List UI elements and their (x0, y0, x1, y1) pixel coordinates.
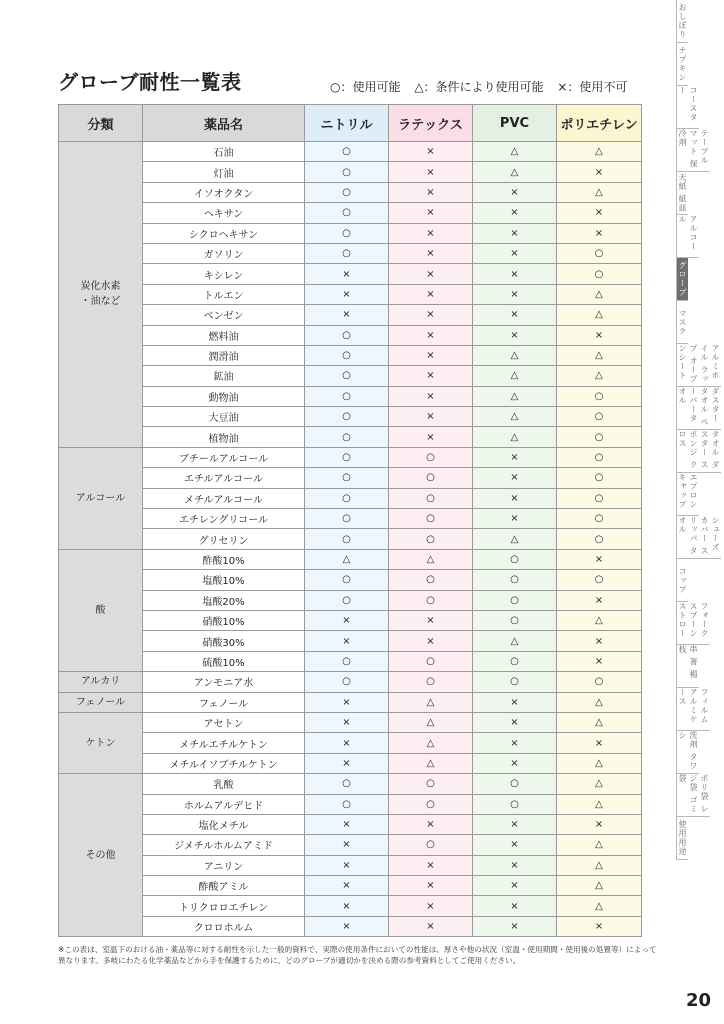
rating-cell: △ (557, 610, 642, 630)
side-tab[interactable]: コップ (676, 559, 688, 602)
rating-cell: △ (389, 692, 473, 712)
rating-cell: △ (557, 305, 642, 325)
rating-cell: × (389, 814, 473, 834)
header-nitrile: ニトリル (305, 105, 389, 142)
rating-cell: × (473, 733, 557, 753)
table-row (59, 855, 642, 875)
rating-cell: ○ (305, 488, 389, 508)
table-row (59, 182, 642, 202)
rating-cell: △ (389, 549, 473, 569)
rating-cell: × (473, 916, 557, 936)
category-cell: アルカリ (59, 672, 143, 692)
rating-cell: × (473, 855, 557, 875)
chemical-name: アンモニア水 (143, 672, 305, 692)
table-row (59, 345, 642, 365)
rating-cell: × (305, 712, 389, 732)
rating-cell: × (473, 753, 557, 773)
table-row (59, 651, 642, 671)
rating-cell: △ (557, 855, 642, 875)
rating-cell: × (473, 264, 557, 284)
table-row (59, 488, 642, 508)
rating-cell: × (557, 203, 642, 223)
rating-cell: × (389, 162, 473, 182)
rating-cell: ○ (389, 590, 473, 610)
rating-cell: △ (473, 407, 557, 427)
chemical-name: グリセリン (143, 529, 305, 549)
chemical-name: 石油 (143, 142, 305, 162)
chemical-name: 塩酸20% (143, 590, 305, 610)
rating-cell: × (473, 876, 557, 896)
rating-cell: × (305, 814, 389, 834)
table-row (59, 876, 642, 896)
table-row (59, 142, 642, 162)
chemical-name: ブチールアルコール (143, 447, 305, 467)
table-body (59, 142, 642, 937)
chemical-name: 酢酸10% (143, 549, 305, 569)
table-row (59, 692, 642, 712)
side-tab[interactable]: アルミホイル ラップ オーブンシート (676, 344, 721, 387)
page-title: グローブ耐性一覧表 (58, 70, 242, 94)
rating-cell: × (305, 692, 389, 712)
header-chemical: 薬品名 (143, 105, 305, 142)
rating-cell: ○ (389, 672, 473, 692)
rating-cell: × (473, 712, 557, 732)
rating-cell: ○ (557, 447, 642, 467)
rating-cell: × (473, 447, 557, 467)
header-row (59, 105, 642, 142)
rating-cell: × (557, 590, 642, 610)
rating-cell: ○ (305, 345, 389, 365)
rating-cell: × (305, 610, 389, 630)
rating-cell: × (305, 305, 389, 325)
category-cell: 炭化水素 ・油など (59, 142, 143, 448)
rating-cell: △ (557, 753, 642, 773)
side-tab[interactable]: コースター (676, 86, 699, 129)
side-tab[interactable]: アルコール (676, 215, 699, 258)
rating-cell: × (389, 366, 473, 386)
table-row (59, 203, 642, 223)
chemical-name: クロロホルム (143, 916, 305, 936)
rating-cell: × (557, 814, 642, 834)
rating-cell: ○ (473, 774, 557, 794)
rating-cell: ○ (305, 366, 389, 386)
category-cell: アルコール (59, 447, 143, 549)
rating-cell: ○ (305, 529, 389, 549)
rating-cell: △ (473, 366, 557, 386)
rating-cell: ○ (557, 264, 642, 284)
table-row (59, 407, 642, 427)
table-row (59, 610, 642, 630)
table-row (59, 774, 642, 794)
rating-cell: △ (557, 835, 642, 855)
rating-cell: ○ (305, 142, 389, 162)
side-tab[interactable]: フォーク スプーン ストロー (676, 602, 710, 645)
rating-cell: ○ (389, 774, 473, 794)
rating-cell: × (389, 407, 473, 427)
rating-cell: × (389, 284, 473, 304)
side-tab[interactable]: マスク (676, 301, 688, 344)
table-row (59, 753, 642, 773)
rating-cell: × (389, 243, 473, 263)
table-row (59, 468, 642, 488)
side-tab[interactable]: 洗剤 タワシ (676, 731, 699, 774)
chemical-name: トリクロロエチレン (143, 896, 305, 916)
category-cell: 酸 (59, 549, 143, 671)
rating-cell: × (473, 896, 557, 916)
rating-cell: △ (389, 733, 473, 753)
table-row (59, 264, 642, 284)
rating-cell: ○ (305, 325, 389, 345)
rating-cell: × (389, 305, 473, 325)
rating-cell: ○ (389, 488, 473, 508)
side-tab[interactable]: シューズカバー スリッパ タオル (676, 516, 721, 559)
rating-cell: × (305, 753, 389, 773)
side-tab[interactable]: ダスター タオル ペーパータオル (676, 387, 721, 430)
rating-cell: ○ (305, 672, 389, 692)
rating-cell: ○ (473, 672, 557, 692)
rating-cell: △ (557, 366, 642, 386)
chemical-name: 動物油 (143, 386, 305, 406)
rating-cell: ○ (473, 794, 557, 814)
rating-cell: ○ (305, 162, 389, 182)
side-tab[interactable]: テーブルマット 保冷剤 (676, 129, 710, 172)
chemical-name: シクロヘキサン (143, 223, 305, 243)
rating-cell: ○ (557, 672, 642, 692)
rating-cell: ○ (389, 794, 473, 814)
rating-cell: ○ (305, 468, 389, 488)
rating-cell: ○ (305, 447, 389, 467)
rating-cell: △ (473, 631, 557, 651)
rating-cell: ○ (557, 407, 642, 427)
chemical-name: キシレン (143, 264, 305, 284)
rating-cell: × (473, 488, 557, 508)
rating-cell: ○ (305, 794, 389, 814)
rating-cell: ○ (305, 407, 389, 427)
side-tab[interactable]: ナプキン (676, 43, 688, 86)
legend-ng: ×：使用不可 (557, 80, 628, 94)
table-row (59, 162, 642, 182)
table-row (59, 896, 642, 916)
table-row (59, 284, 642, 304)
rating-cell: × (389, 182, 473, 202)
side-tab[interactable]: 串 箸 楊枝 (676, 645, 699, 688)
table-row (59, 712, 642, 732)
rating-cell: × (473, 325, 557, 345)
table-row (59, 305, 642, 325)
rating-cell: × (389, 876, 473, 896)
table-row (59, 916, 642, 936)
rating-cell: ○ (305, 590, 389, 610)
rating-cell: × (557, 733, 642, 753)
table-row (59, 631, 642, 651)
rating-cell: ○ (557, 427, 642, 447)
page-number: 20 (686, 990, 712, 1011)
side-tab[interactable]: タオル ダスター スポンジ クロス (676, 430, 721, 473)
rating-cell: ○ (473, 549, 557, 569)
chemical-name: 硝酸10% (143, 610, 305, 630)
side-tab[interactable]: フィルム アルミケース (676, 688, 710, 731)
rating-cell: × (305, 264, 389, 284)
chemical-name: ベンゼン (143, 305, 305, 325)
table-row (59, 814, 642, 834)
rating-cell: △ (389, 712, 473, 732)
chemical-name: エチレングリコール (143, 509, 305, 529)
rating-cell: × (557, 549, 642, 569)
rating-cell: × (557, 651, 642, 671)
rating-cell: △ (557, 794, 642, 814)
rating-cell: × (389, 203, 473, 223)
chemical-name: ガソリン (143, 243, 305, 263)
table-row (59, 672, 642, 692)
resistance-table (58, 104, 642, 937)
table-row (59, 447, 642, 467)
table-row (59, 590, 642, 610)
rating-cell: ○ (557, 570, 642, 590)
rating-cell: △ (305, 549, 389, 569)
rating-cell: ○ (557, 529, 642, 549)
rating-cell: × (305, 876, 389, 896)
chemical-name: ジメチルホルムアミド (143, 835, 305, 855)
rating-cell: × (389, 916, 473, 936)
category-cell: フェノール (59, 692, 143, 712)
rating-cell: × (473, 835, 557, 855)
rating-cell: ○ (305, 427, 389, 447)
chemical-name: 酢酸アミル (143, 876, 305, 896)
rating-cell: ○ (305, 570, 389, 590)
header-category: 分類 (59, 105, 143, 142)
rating-cell: × (389, 631, 473, 651)
chemical-name: ヘキサン (143, 203, 305, 223)
table-row (59, 529, 642, 549)
rating-cell: × (557, 162, 642, 182)
chemical-name: 鉱油 (143, 366, 305, 386)
rating-cell: ○ (557, 468, 642, 488)
rating-cell: × (389, 223, 473, 243)
rating-cell: ○ (473, 590, 557, 610)
rating-cell: △ (557, 182, 642, 202)
rating-cell: × (389, 345, 473, 365)
rating-cell: ○ (305, 774, 389, 794)
header-pvc: PVC (473, 105, 557, 142)
rating-cell: △ (473, 386, 557, 406)
rating-cell: ○ (305, 386, 389, 406)
rating-cell: × (389, 610, 473, 630)
rating-cell: × (305, 733, 389, 753)
chemical-name: エチルアルコール (143, 468, 305, 488)
rating-cell: ○ (557, 243, 642, 263)
chemical-name: フェノール (143, 692, 305, 712)
chemical-name: イソオクタン (143, 182, 305, 202)
chemical-name: 植物油 (143, 427, 305, 447)
rating-cell: ○ (473, 651, 557, 671)
category-cell: ケトン (59, 712, 143, 773)
chemical-name: 乳酸 (143, 774, 305, 794)
side-tab[interactable]: エプロン キャップ (676, 473, 699, 516)
rating-cell: × (473, 182, 557, 202)
rating-cell: × (473, 243, 557, 263)
rating-cell: × (557, 325, 642, 345)
chemical-name: 燃料油 (143, 325, 305, 345)
rating-cell: × (473, 814, 557, 834)
side-tab[interactable]: 使用用途 (676, 817, 688, 860)
rating-cell: ○ (389, 509, 473, 529)
rating-cell: △ (557, 712, 642, 732)
header-latex: ラテックス (389, 105, 473, 142)
rating-cell: △ (557, 284, 642, 304)
chemical-name: アニリン (143, 855, 305, 875)
table-row (59, 835, 642, 855)
rating-cell: ○ (305, 509, 389, 529)
rating-cell: × (473, 509, 557, 529)
rating-cell: ○ (305, 243, 389, 263)
rating-cell: △ (473, 345, 557, 365)
rating-cell: × (389, 142, 473, 162)
table-row (59, 427, 642, 447)
chemical-name: メチルアルコール (143, 488, 305, 508)
table-row (59, 794, 642, 814)
chemical-name: 硝酸30% (143, 631, 305, 651)
table-row (59, 733, 642, 753)
rating-cell: △ (473, 427, 557, 447)
rating-cell: × (473, 223, 557, 243)
rating-cell: × (473, 203, 557, 223)
rating-cell: × (389, 896, 473, 916)
chemical-name: トルエン (143, 284, 305, 304)
side-tab[interactable]: グローブ (676, 258, 688, 301)
rating-cell: ○ (305, 203, 389, 223)
side-index-tabs (676, 0, 724, 860)
rating-cell: △ (473, 529, 557, 549)
chemical-name: 大豆油 (143, 407, 305, 427)
rating-cell: △ (557, 896, 642, 916)
rating-cell: × (389, 427, 473, 447)
rating-cell: ○ (389, 529, 473, 549)
chemical-name: 塩化メチル (143, 814, 305, 834)
rating-cell: × (305, 284, 389, 304)
legend-conditional: △：条件により使用可能 (414, 80, 544, 94)
rating-cell: ○ (557, 386, 642, 406)
table-row (59, 366, 642, 386)
rating-cell: ○ (389, 835, 473, 855)
rating-cell: △ (557, 876, 642, 896)
rating-cell: ○ (389, 651, 473, 671)
rating-cell: × (557, 631, 642, 651)
category-cell: その他 (59, 774, 143, 937)
legend (330, 78, 637, 95)
rating-cell: × (305, 631, 389, 651)
chemical-name: ホルムアルデヒド (143, 794, 305, 814)
rating-cell: ○ (305, 182, 389, 202)
header-polyethylene: ポリエチレン (557, 105, 642, 142)
rating-cell: ○ (557, 488, 642, 508)
rating-cell: × (473, 284, 557, 304)
rating-cell: × (557, 223, 642, 243)
rating-cell: △ (473, 162, 557, 182)
chemical-name: 潤滑油 (143, 345, 305, 365)
table-row (59, 386, 642, 406)
rating-cell: △ (557, 774, 642, 794)
chemical-name: メチルイソブチルケトン (143, 753, 305, 773)
chemical-name: アセトン (143, 712, 305, 732)
rating-cell: △ (557, 692, 642, 712)
side-tab[interactable]: 天紙 紙皿 (676, 172, 688, 215)
chemical-name: 硫酸10% (143, 651, 305, 671)
footnote: ※この表は、室温下のおける油・薬品等に対する耐性を示した一般的資料で、実際の使用条件においての性能は、厚さや他の状況（室温・使用期間・使用後の処置等）によって異なります。多岐にわたる化学薬品などから手を保護するために、どのグローブが適切かを決める際の参考資料としてご使用ください。 (58, 945, 657, 965)
table-row (59, 509, 642, 529)
legend-ok: ○：使用可能 (330, 80, 401, 94)
rating-cell: ○ (473, 570, 557, 590)
rating-cell: △ (389, 753, 473, 773)
rating-cell: ○ (557, 509, 642, 529)
rating-cell: △ (557, 345, 642, 365)
rating-cell: × (473, 692, 557, 712)
rating-cell: ○ (305, 651, 389, 671)
rating-cell: ○ (473, 610, 557, 630)
rating-cell: × (389, 264, 473, 284)
rating-cell: × (473, 468, 557, 488)
rating-cell: × (557, 916, 642, 936)
rating-cell: ○ (389, 468, 473, 488)
rating-cell: △ (473, 142, 557, 162)
side-tab[interactable]: おしぼり (676, 0, 688, 43)
chemical-name: 塩酸10% (143, 570, 305, 590)
table-row (59, 223, 642, 243)
rating-cell: × (389, 386, 473, 406)
table-row (59, 570, 642, 590)
rating-cell: × (305, 916, 389, 936)
chemical-name: 灯油 (143, 162, 305, 182)
table-row (59, 243, 642, 263)
rating-cell: × (473, 305, 557, 325)
rating-cell: × (305, 835, 389, 855)
rating-cell: × (389, 325, 473, 345)
rating-cell: △ (557, 142, 642, 162)
rating-cell: ○ (389, 447, 473, 467)
chemical-name: メチルエチルケトン (143, 733, 305, 753)
table-row (59, 549, 642, 569)
side-tab[interactable]: ポリ袋 レジ袋 ゴミ袋 (676, 774, 710, 817)
table-row (59, 325, 642, 345)
rating-cell: × (389, 855, 473, 875)
rating-cell: ○ (305, 223, 389, 243)
rating-cell: × (305, 896, 389, 916)
rating-cell: × (305, 855, 389, 875)
rating-cell: ○ (389, 570, 473, 590)
